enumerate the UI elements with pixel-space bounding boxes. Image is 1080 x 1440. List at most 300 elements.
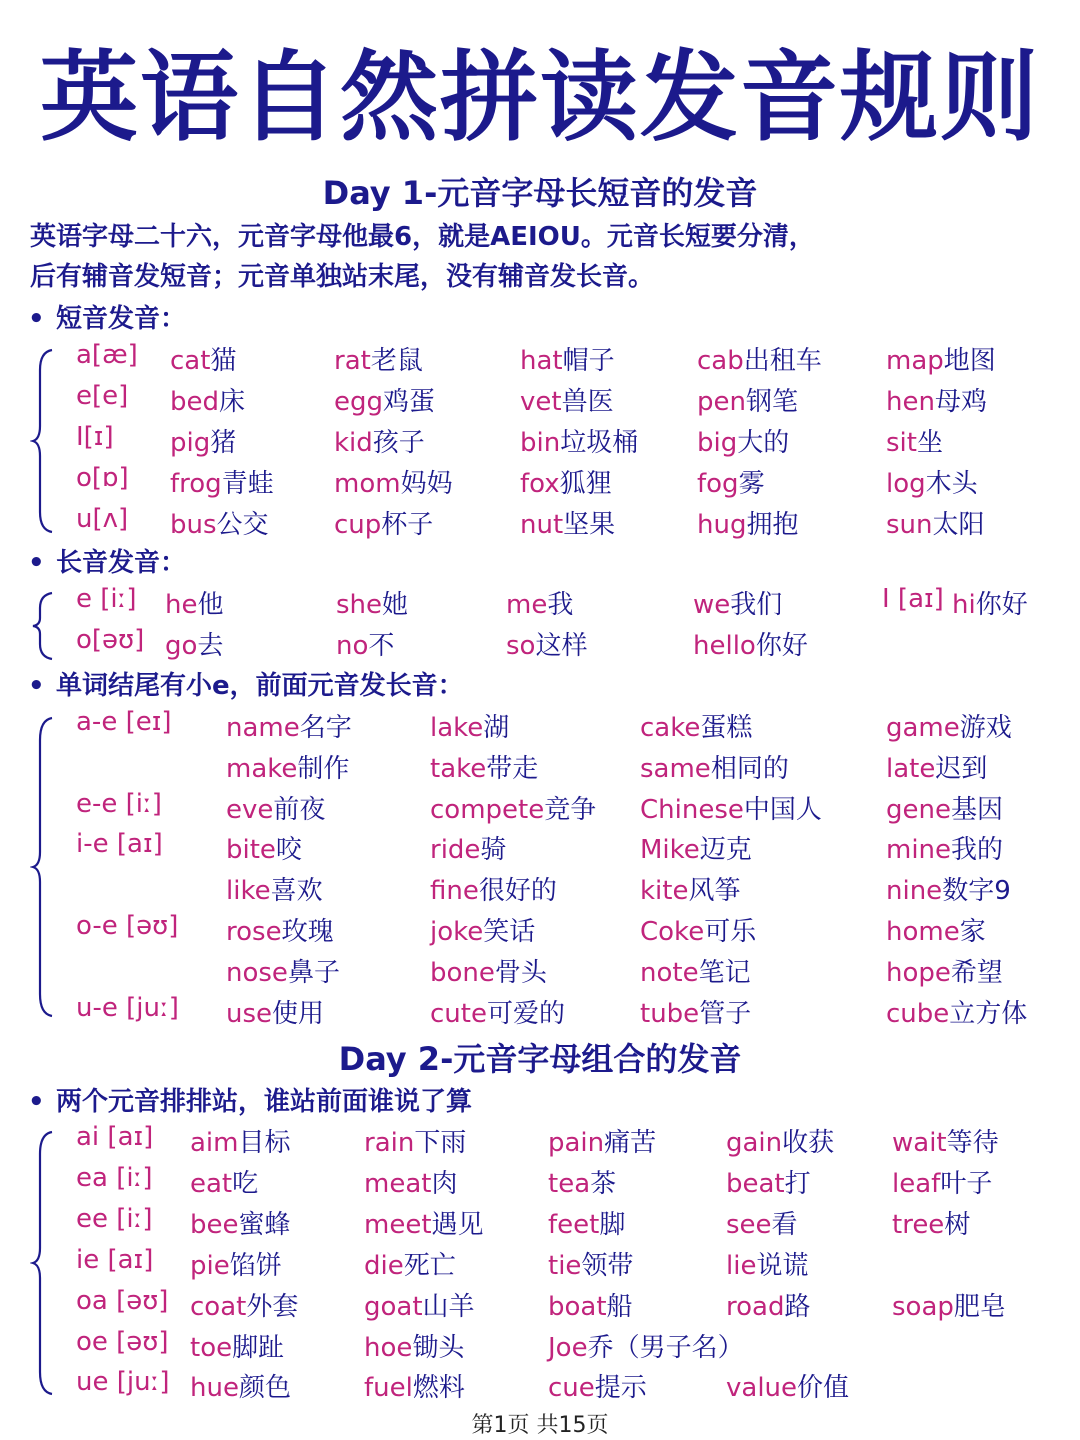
english-word: kid	[334, 428, 373, 458]
chinese-meaning: 骨头	[494, 957, 547, 988]
phonics-sound: u-e [juː]	[76, 992, 179, 1023]
english-word: meat	[364, 1168, 432, 1199]
word-entry	[430, 707, 509, 744]
word-entry	[226, 952, 340, 989]
table-row	[0, 625, 1080, 665]
day2-heading: Day 2-元音字母组合的发音	[338, 1040, 742, 1078]
word-entry	[697, 463, 765, 500]
word-entry	[226, 829, 302, 866]
chinese-meaning: 蛋糕	[700, 713, 753, 743]
english-word: she	[336, 590, 383, 620]
chinese-meaning: 游戏	[959, 713, 1012, 743]
table-row	[0, 1286, 1080, 1326]
chinese-meaning: 兽医	[561, 387, 614, 417]
english-word: value	[726, 1373, 798, 1404]
english-word: nut	[520, 510, 564, 540]
chinese-meaning: 管子	[699, 998, 752, 1029]
short-vowel-heading	[28, 298, 186, 335]
english-word: leaf	[892, 1168, 941, 1199]
table-row	[0, 911, 1080, 951]
word-entry	[886, 870, 1011, 907]
english-word: cue	[548, 1373, 595, 1404]
day1-heading: Day 1-元音字母长短音的发音	[322, 174, 758, 212]
phonics-sound: a-e [eɪ]	[76, 707, 172, 737]
chinese-meaning: 立方体	[949, 998, 1028, 1029]
word-entry	[892, 1286, 1006, 1323]
chinese-meaning: 地图	[943, 346, 996, 376]
word-entry	[170, 422, 236, 459]
chinese-meaning: 打	[784, 1168, 811, 1199]
vowel-team-label: 两个元音排排站，谁站前面谁说了算	[56, 1087, 473, 1117]
word-entry	[226, 707, 352, 744]
phonics-sound: e [iː]	[76, 584, 137, 614]
word-entry	[520, 504, 615, 541]
word-entry	[170, 504, 269, 541]
english-word: late	[886, 753, 936, 784]
chinese-meaning: 帽子	[562, 346, 615, 376]
english-word: big	[697, 428, 738, 458]
english-word: boat	[548, 1291, 607, 1322]
chinese-meaning: 提示	[594, 1373, 647, 1404]
word-entry	[334, 463, 453, 500]
table-row	[0, 748, 1080, 788]
table-row	[0, 422, 1080, 462]
page-footer: 第1页 共15页	[471, 1413, 609, 1438]
word-entry	[334, 381, 435, 418]
word-entry	[170, 340, 236, 377]
chinese-meaning: 数字9	[942, 876, 1011, 907]
table-row	[0, 1367, 1080, 1407]
word-entry	[693, 625, 808, 662]
english-word: sit	[886, 428, 917, 458]
english-word: frog	[170, 469, 222, 499]
word-entry	[886, 993, 1027, 1030]
table-row	[0, 993, 1080, 1033]
english-word: same	[640, 753, 711, 784]
word-entry	[886, 504, 985, 541]
day1-intro-line-2: 后有辅音发短音；元音单独站末尾，没有辅音发长音。	[30, 262, 655, 292]
word-entry	[506, 584, 573, 621]
english-word: toe	[190, 1332, 233, 1363]
english-word: aim	[190, 1128, 239, 1158]
chinese-meaning: 床	[219, 387, 246, 417]
english-word: map	[886, 346, 944, 376]
chinese-meaning: 看	[771, 1209, 798, 1240]
word-entry	[952, 584, 1028, 621]
chinese-meaning: 湖	[483, 713, 510, 743]
english-word: cup	[334, 510, 382, 540]
table-row	[0, 789, 1080, 829]
english-word: compete	[430, 794, 545, 825]
chinese-meaning: 雾	[738, 469, 765, 499]
chinese-meaning: 去	[197, 631, 224, 661]
table-row	[0, 1327, 1080, 1367]
chinese-meaning: 可乐	[704, 917, 757, 947]
english-word: see	[726, 1209, 772, 1240]
word-entry	[726, 1367, 849, 1404]
chinese-meaning: 垃圾桶	[560, 428, 639, 458]
magic-e-heading	[28, 665, 464, 702]
phonics-sound: ea [iː]	[76, 1162, 153, 1193]
english-word: Joe	[548, 1332, 588, 1363]
english-word: hue	[190, 1373, 239, 1404]
english-word: mom	[334, 469, 401, 499]
chinese-meaning: 你好	[755, 631, 808, 661]
word-entry	[430, 748, 538, 785]
chinese-meaning: 她	[382, 590, 409, 620]
english-word: lake	[430, 713, 484, 743]
chinese-meaning: 青蛙	[221, 469, 274, 499]
word-entry	[886, 707, 1012, 744]
chinese-meaning: 锄头	[412, 1332, 465, 1363]
word-entry	[548, 1122, 656, 1159]
chinese-meaning: 路	[784, 1291, 811, 1322]
english-word: bus	[170, 510, 217, 540]
chinese-meaning: 猫	[210, 346, 237, 376]
chinese-meaning: 竞争	[544, 794, 597, 825]
phonics-sound: ie [aɪ]	[76, 1244, 154, 1275]
english-word: take	[430, 753, 487, 784]
word-entry	[886, 422, 943, 459]
english-word: bed	[170, 387, 220, 417]
english-word: beat	[726, 1168, 785, 1199]
long-vowel-heading	[28, 542, 186, 579]
chinese-meaning: 孩子	[372, 428, 425, 458]
chinese-meaning: 玫瑰	[281, 917, 334, 947]
word-entry	[226, 748, 349, 785]
english-word: so	[506, 631, 536, 661]
word-entry	[726, 1122, 834, 1159]
chinese-meaning: 咬	[275, 835, 302, 866]
chinese-meaning: 树	[944, 1209, 971, 1240]
phonics-sound: o-e [əʊ]	[76, 911, 179, 941]
chinese-meaning: 坚果	[563, 510, 616, 540]
chinese-meaning: 迟到	[935, 753, 988, 784]
chinese-meaning: 拥抱	[746, 510, 799, 540]
word-entry	[886, 952, 1003, 989]
english-word: Chinese	[640, 794, 744, 825]
english-word: ride	[430, 835, 481, 866]
chinese-meaning: 脚	[599, 1209, 626, 1240]
english-word: die	[364, 1250, 404, 1281]
word-entry	[697, 340, 822, 377]
word-entry	[190, 1163, 258, 1200]
english-word: rose	[226, 917, 282, 947]
word-entry	[364, 1367, 465, 1404]
english-word: fine	[430, 876, 479, 907]
english-word: gene	[886, 794, 951, 825]
bullet-dot-icon: •	[28, 548, 45, 578]
english-word: tree	[892, 1209, 945, 1240]
table-row	[0, 870, 1080, 910]
word-entry	[520, 463, 612, 500]
word-entry	[693, 584, 782, 621]
chinese-meaning: 带走	[486, 753, 539, 784]
word-entry	[430, 993, 565, 1030]
word-entry	[336, 584, 408, 621]
chinese-meaning: 狐狸	[559, 469, 612, 499]
word-entry	[364, 1122, 466, 1159]
chinese-meaning: 这样	[535, 631, 588, 661]
english-word: pain	[548, 1128, 605, 1158]
chinese-meaning: 山羊	[422, 1291, 475, 1322]
bullet-dot-icon: •	[28, 304, 45, 334]
chinese-meaning: 说谎	[756, 1250, 809, 1281]
chinese-meaning: 鸡蛋	[383, 387, 436, 417]
long-vowel-label: 长音发音：	[56, 548, 187, 578]
word-entry	[640, 829, 752, 866]
english-word: fog	[697, 469, 739, 499]
english-word: like	[226, 876, 271, 907]
word-entry	[520, 340, 615, 377]
chinese-meaning: 我的	[951, 835, 1004, 866]
english-word: gain	[726, 1128, 783, 1158]
chinese-meaning: 笑话	[483, 917, 536, 947]
english-word: hello	[693, 631, 756, 661]
phonics-sound: ai [aɪ]	[76, 1122, 154, 1152]
magic-e-label: 单词结尾有小e，前面元音发长音：	[56, 671, 464, 701]
english-word: game	[886, 713, 960, 743]
table-row	[0, 1245, 1080, 1285]
chinese-meaning: 船	[606, 1291, 633, 1322]
chinese-meaning: 蜜蜂	[238, 1209, 291, 1240]
word-entry	[430, 911, 535, 948]
chinese-meaning: 家	[959, 917, 986, 947]
word-entry	[892, 1204, 970, 1241]
word-entry	[640, 707, 752, 744]
english-word: hat	[520, 346, 563, 376]
word-entry	[892, 1122, 999, 1159]
phonics-sound: u[ʌ]	[76, 504, 129, 534]
word-entry	[190, 1327, 284, 1364]
english-word: kite	[640, 876, 689, 907]
word-entry	[364, 1163, 457, 1200]
chinese-meaning: 老鼠	[370, 346, 423, 376]
word-entry	[364, 1286, 475, 1323]
word-entry	[364, 1204, 484, 1241]
chinese-meaning: 我	[547, 590, 574, 620]
chinese-meaning: 出租车	[743, 346, 822, 376]
chinese-meaning: 杯子	[381, 510, 434, 540]
chinese-meaning: 价值	[797, 1373, 850, 1404]
phonics-sound: o[ɒ]	[76, 463, 129, 493]
table-row	[0, 829, 1080, 869]
chinese-meaning: 很好的	[478, 876, 557, 907]
table-row	[0, 707, 1080, 747]
word-entry	[548, 1327, 744, 1364]
word-entry	[226, 870, 323, 907]
chinese-meaning: 痛苦	[604, 1128, 657, 1158]
english-word: tube	[640, 998, 700, 1029]
word-entry	[170, 463, 274, 500]
word-entry	[190, 1245, 282, 1282]
table-row	[0, 952, 1080, 992]
word-entry	[886, 463, 978, 500]
chinese-meaning: 大的	[737, 428, 790, 458]
word-entry	[334, 340, 423, 377]
table-row	[0, 1204, 1080, 1244]
chinese-meaning: 钢笔	[745, 387, 798, 417]
chinese-meaning: 木头	[925, 469, 978, 499]
word-entry	[190, 1286, 298, 1323]
word-entry	[640, 789, 822, 826]
word-entry	[886, 340, 996, 377]
word-entry	[640, 993, 751, 1030]
chinese-meaning: 吃	[232, 1168, 259, 1199]
word-entry	[190, 1204, 291, 1241]
word-entry	[170, 381, 245, 418]
chinese-meaning: 外套	[246, 1291, 299, 1322]
english-word: meet	[364, 1209, 432, 1240]
chinese-meaning: 颜色	[238, 1373, 291, 1404]
chinese-meaning: 骑	[480, 835, 507, 866]
english-word: eve	[226, 794, 274, 825]
word-entry	[165, 625, 223, 662]
english-word: cute	[430, 998, 487, 1029]
word-entry	[697, 504, 798, 541]
chinese-meaning: 目标	[238, 1128, 291, 1158]
phonics-sound: o[əʊ]	[76, 625, 145, 655]
english-word: pen	[697, 387, 746, 417]
chinese-meaning: 肉	[431, 1168, 458, 1199]
chinese-meaning: 可爱的	[486, 998, 565, 1029]
english-word: he	[165, 590, 198, 620]
chinese-meaning: 名字	[299, 713, 352, 743]
word-entry	[726, 1204, 798, 1241]
english-word: sun	[886, 510, 933, 540]
word-entry	[336, 625, 394, 662]
word-entry	[520, 381, 614, 418]
word-entry	[886, 789, 1003, 826]
english-word: hug	[697, 510, 747, 540]
word-entry	[886, 911, 986, 948]
word-entry	[548, 1204, 625, 1241]
word-entry	[334, 422, 425, 459]
word-entry	[726, 1286, 810, 1323]
chinese-meaning: 基因	[950, 794, 1003, 825]
word-entry	[886, 748, 987, 785]
chinese-meaning: 太阳	[932, 510, 985, 540]
english-word: hoe	[364, 1332, 413, 1363]
phonics-sound: oa [əʊ]	[76, 1285, 169, 1316]
english-word: note	[640, 957, 699, 988]
chinese-meaning: 我们	[730, 590, 783, 620]
word-entry	[430, 870, 557, 907]
english-word: we	[693, 590, 731, 620]
chinese-meaning: 下雨	[414, 1128, 467, 1158]
word-entry	[190, 1367, 291, 1404]
word-entry	[364, 1245, 456, 1282]
english-word: vet	[520, 387, 562, 417]
chinese-meaning: 坐	[916, 428, 943, 458]
chinese-meaning: 茶	[590, 1168, 617, 1199]
chinese-meaning: 脚趾	[232, 1332, 285, 1363]
chinese-meaning: 燃料	[412, 1373, 465, 1404]
chinese-meaning: 迈克	[699, 835, 752, 866]
english-word: hen	[886, 387, 935, 417]
word-entry	[226, 789, 325, 826]
english-word: fuel	[364, 1373, 413, 1404]
word-entry	[640, 870, 741, 907]
chinese-meaning: 死亡	[403, 1250, 456, 1281]
word-entry	[892, 1163, 992, 1200]
chinese-meaning: 馅饼	[229, 1250, 282, 1281]
word-entry	[697, 422, 789, 459]
english-word: bee	[190, 1209, 239, 1240]
word-entry	[548, 1245, 633, 1282]
chinese-meaning: 不	[368, 631, 395, 661]
chinese-meaning: 肥皂	[953, 1291, 1006, 1322]
table-row	[0, 381, 1080, 421]
english-word: cab	[697, 346, 744, 376]
word-entry	[697, 381, 798, 418]
word-entry	[165, 584, 224, 621]
word-entry	[548, 1367, 647, 1404]
word-entry	[364, 1327, 464, 1364]
word-entry	[640, 952, 751, 989]
english-word: cube	[886, 998, 950, 1029]
english-word: name	[226, 713, 300, 743]
chinese-meaning: 希望	[950, 957, 1003, 988]
chinese-meaning: 制作	[297, 753, 350, 784]
chinese-meaning: 风筝	[688, 876, 741, 907]
chinese-meaning: 鼻子	[287, 957, 340, 988]
english-word: nine	[886, 876, 943, 907]
word-entry	[726, 1245, 808, 1282]
word-entry	[430, 952, 547, 989]
english-word: hi	[952, 590, 976, 620]
short-vowel-label: 短音发音：	[56, 304, 187, 334]
phonics-sound: oe [əʊ]	[76, 1326, 169, 1357]
english-word: bite	[226, 835, 276, 866]
bullet-dot-icon: •	[28, 671, 45, 701]
english-word: no	[336, 631, 369, 661]
english-word: wait	[892, 1128, 947, 1158]
english-word: tea	[548, 1168, 591, 1199]
phonics-sound: i-e [aɪ]	[76, 829, 163, 860]
english-word: make	[226, 753, 298, 784]
chinese-meaning: 相同的	[710, 753, 789, 784]
english-word: mine	[886, 835, 952, 866]
table-row	[0, 340, 1080, 380]
chinese-meaning: 等待	[946, 1128, 999, 1158]
english-word: soap	[892, 1291, 954, 1322]
phonics-sound: I[ɪ]	[76, 422, 114, 452]
english-word: rat	[334, 346, 371, 376]
table-row	[0, 1122, 1080, 1162]
word-entry	[548, 1163, 616, 1200]
english-word: pig	[170, 428, 211, 458]
english-word: cat	[170, 346, 211, 376]
english-word: feet	[548, 1209, 600, 1240]
chinese-meaning: 喜欢	[270, 876, 323, 907]
chinese-meaning: 笔记	[698, 957, 751, 988]
chinese-meaning: 母鸡	[934, 387, 987, 417]
word-entry	[640, 748, 789, 785]
english-word: log	[886, 469, 926, 499]
word-entry	[886, 829, 1003, 866]
page-title: 英语自然拼读发音规则	[39, 41, 1040, 155]
word-entry	[190, 1122, 291, 1159]
english-word: Mike	[640, 835, 700, 866]
chinese-meaning: 叶子	[940, 1168, 993, 1199]
chinese-meaning: 遇见	[431, 1209, 484, 1240]
table-row	[0, 584, 1080, 624]
english-word: lie	[726, 1250, 757, 1281]
chinese-meaning: 使用	[272, 998, 325, 1029]
chinese-meaning: 收获	[782, 1128, 835, 1158]
word-entry	[520, 422, 638, 459]
